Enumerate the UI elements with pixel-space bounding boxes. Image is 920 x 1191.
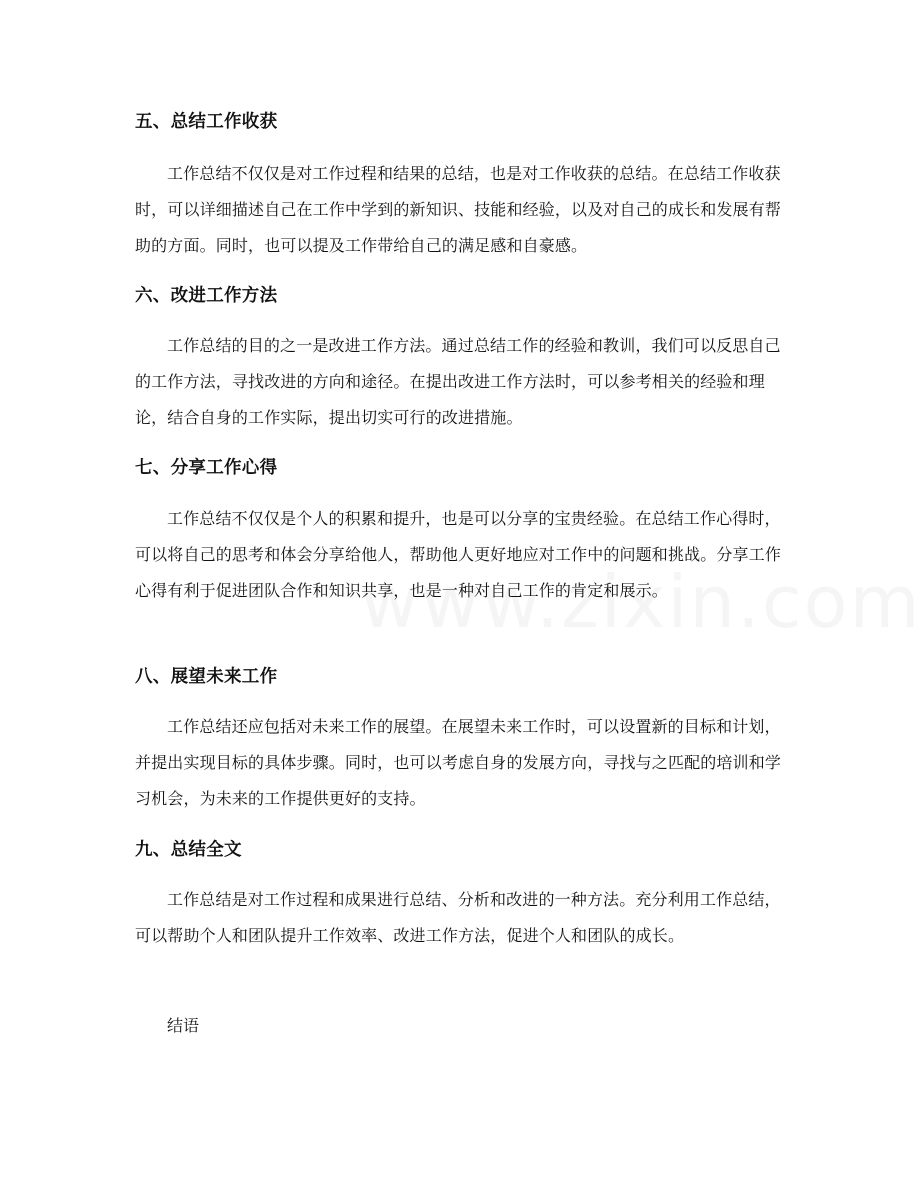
section-paragraph: 工作总结的目的之一是改进工作方法。通过总结工作的经验和教训，我们可以反思自己的工作方法，寻找改进的方向和途径。在提出改进工作方法时，可以参考相关的经验和理论，结合自身的工作实际，提出切实可行的改进措施。 [135, 336, 781, 427]
section-paragraph: 工作总结是对工作过程和成果进行总结、分析和改进的一种方法。充分利用工作总结，可以帮助个人和团队提升工作效率、改进工作方法，促进个人和团队的成长。 [135, 890, 781, 945]
section-heading: 八、展望未来工作 [135, 667, 278, 687]
section-heading: 六、改进工作方法 [135, 286, 278, 306]
section-paragraph: 工作总结不仅仅是个人的积累和提升，也是可以分享的宝贵经验。在总结工作心得时，可以将自己的思考和体会分享给他人，帮助他人更好地应对工作中的问题和挑战。分享工作心得有利于促进团队合作和知识共享，也是一种对自己工作的肯定和展示。 [135, 509, 782, 600]
section-heading: 九、总结全文 [135, 840, 242, 860]
closing-remark: 结语 [167, 1016, 200, 1035]
section-paragraph: 工作总结不仅仅是对工作过程和结果的总结，也是对工作收获的总结。在总结工作收获时，可以详细描述自己在工作中学到的新知识、技能和经验，以及对自己的成长和发展有帮助的方面。同时，也可以提及工作带给自己的满足感和自豪感。 [135, 164, 782, 255]
section-paragraph: 工作总结还应包括对未来工作的展望。在展望未来工作时，可以设置新的目标和计划，并提出实现目标的具体步骤。同时，也可以考虑自身的发展方向，寻找与之匹配的培训和学习机会，为未来的工作提供更好的支持。 [135, 717, 782, 808]
section-heading: 五、总结工作收获 [135, 112, 278, 132]
section-heading: 七、分享工作心得 [135, 458, 278, 478]
